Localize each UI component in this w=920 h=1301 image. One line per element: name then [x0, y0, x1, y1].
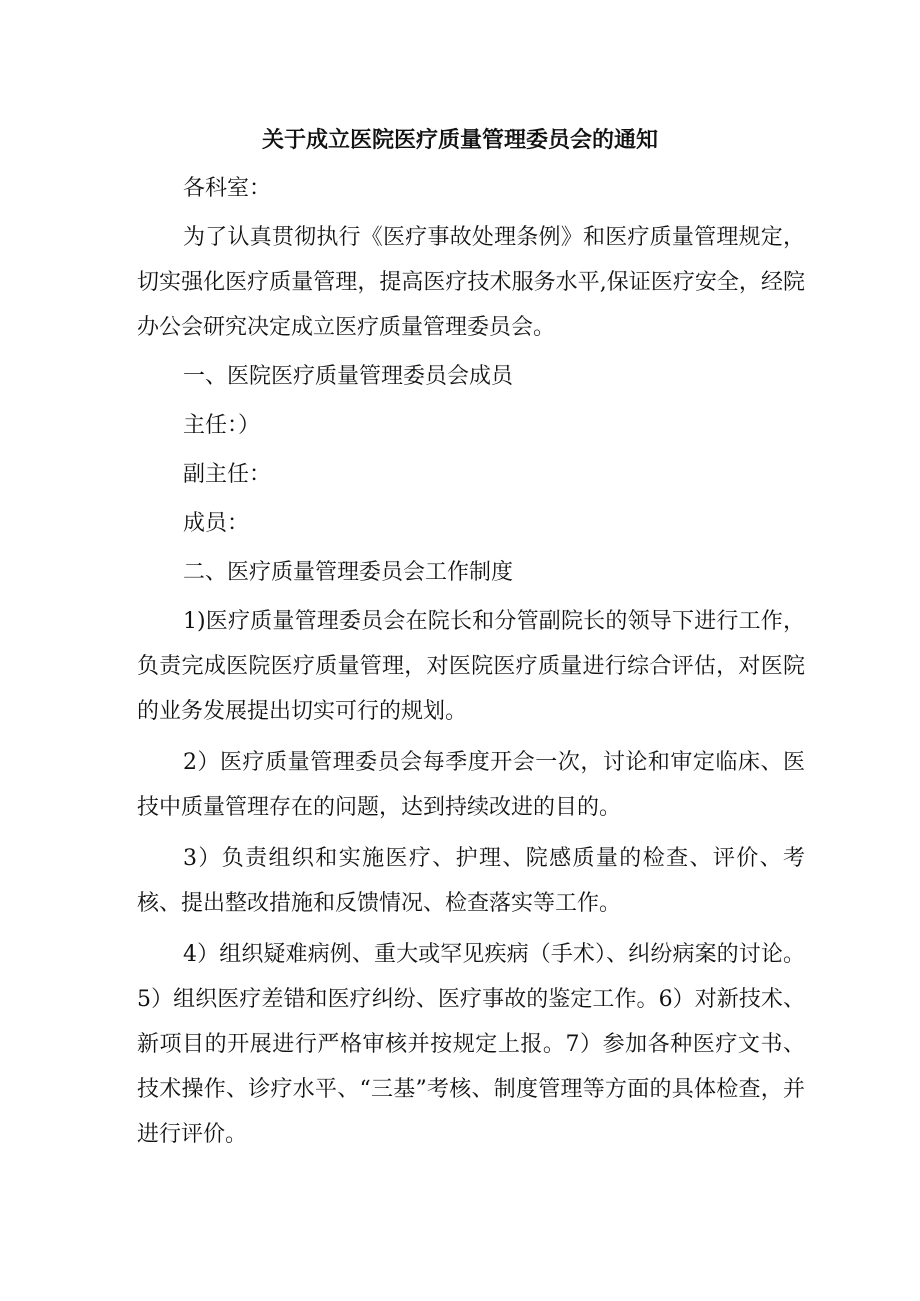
rule-item-4-7: 4）组织疑难病例、重大或罕见疾病（手术）、纠纷病案的讨论。5）组织医疗差错和医疗纠纷、医疗事故的鉴定工作。6）对新技术、新项目的开展进行严格审核并按规定上报。7）参加各种医疗文书、技术操作、诊疗水平、“三基”考核、制度管理等方面的具体检查，并进行评价。: [137, 942, 805, 1147]
section-heading-members: 一、医院医疗质量管理委员会成员: [183, 364, 514, 389]
paragraph-intro: 为了认真贯彻执行《医疗事故处理条例》和医疗质量管理规定，切实强化医疗质量管理，提高医疗技术服务水平,保证医疗安全，经院办公会研究决定成立医疗质量管理委员会。: [137, 225, 805, 340]
document-body: [137, 166, 805, 1163]
rule-item-3: 3）负责组织和实施医疗、护理、院感质量的检查、评价、考核、提出整改措施和反馈情况、检查落实等工作。: [137, 846, 805, 916]
document-title: 关于成立医院医疗质量管理委员会的通知: [261, 127, 658, 153]
rule-item-2: 2）医疗质量管理委员会每季度开会一次，讨论和审定临床、医技中质量管理存在的问题，达到持续改进的目的。: [137, 750, 805, 820]
salutation: 各科室：: [183, 176, 272, 201]
member-director: 主任：）: [183, 413, 261, 438]
section-heading-rules: 二、医疗质量管理委员会工作制度: [183, 560, 514, 585]
member-members: 成员：: [183, 511, 250, 536]
member-deputy-director: 副主任：: [183, 462, 272, 487]
rule-item-1: 1)医疗质量管理委员会在院长和分管副院长的领导下进行工作，负责完成医院医疗质量管理，对医院医疗质量进行综合评估，对医院的业务发展提出切实可行的规划。: [137, 609, 805, 724]
